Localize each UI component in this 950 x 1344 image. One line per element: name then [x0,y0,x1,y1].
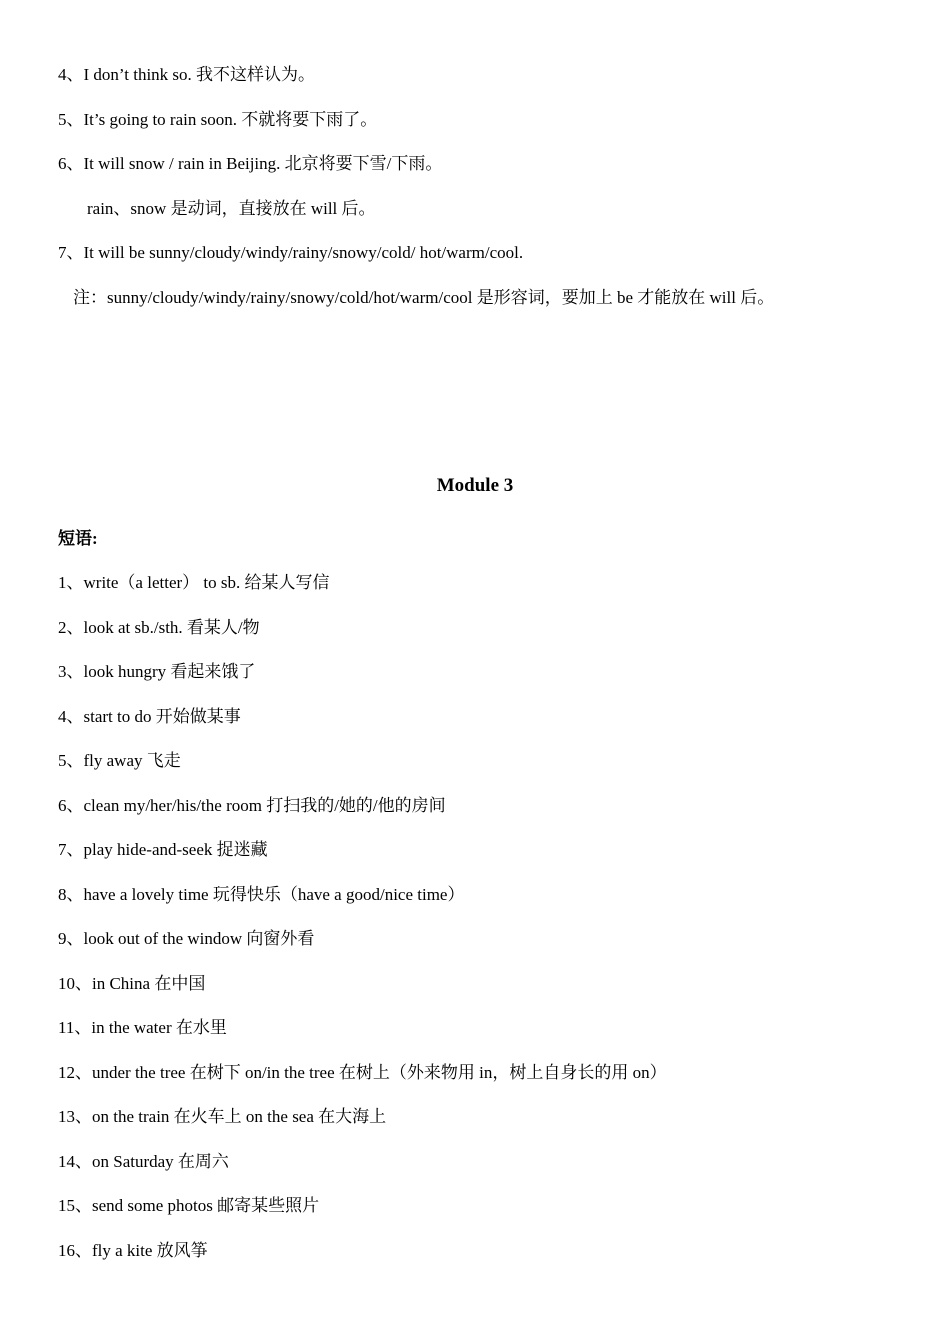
sentence-line-7-note: 注：sunny/cloudy/windy/rainy/snowy/cold/hot/warm/cool 是形容词，要加上 be 才能放在 will 后。 [73,288,775,307]
phrase-item: 5、fly away 飞走 [58,751,181,770]
phrase-item: 15、send some photos 邮寄某些照片 [58,1196,320,1215]
phrase-item: 9、look out of the window 向窗外看 [58,929,315,948]
phrase-item: 8、have a lovely time 玩得快乐（have a good/nice time） [58,885,465,904]
phrase-item: 3、look hungry 看起来饿了 [58,662,256,681]
phrase-item: 1、write（a letter） to sb. 给某人写信 [58,573,330,592]
phrase-item: 12、under the tree 在树下 on/in the tree 在树上（外来物用 in，树上自身长的用 on） [58,1063,667,1082]
phrases-heading: 短语: [58,529,98,548]
sentence-line-4: 4、I don’t think so. 我不这样认为。 [58,65,316,84]
phrase-item: 13、on the train 在火车上 on the sea 在大海上 [58,1107,387,1126]
sentence-line-6-note: rain、snow 是动词，直接放在 will 后。 [87,199,376,218]
module-title: Module 3 [436,475,514,496]
sentence-line-7: 7、It will be sunny/cloudy/windy/rainy/snowy/cold/ hot/warm/cool. [58,243,524,262]
phrase-item: 11、in the water 在水里 [58,1018,227,1037]
sentence-line-6: 6、It will snow / rain in Beijing. 北京将要下雪/下雨。 [58,154,443,173]
phrase-item: 10、in China 在中国 [58,974,206,993]
phrase-item: 4、start to do 开始做某事 [58,707,241,726]
phrase-item: 16、fly a kite 放风筝 [58,1241,208,1260]
sentence-line-5: 5、It’s going to rain soon. 不就将要下雨了。 [58,110,378,129]
phrase-item: 6、clean my/her/his/the room 打扫我的/她的/他的房间 [58,796,446,815]
phrase-item: 7、play hide-and-seek 捉迷藏 [58,840,268,859]
phrase-item: 2、look at sb./sth. 看某人/物 [58,618,260,637]
phrase-item: 14、on Saturday 在周六 [58,1152,229,1171]
